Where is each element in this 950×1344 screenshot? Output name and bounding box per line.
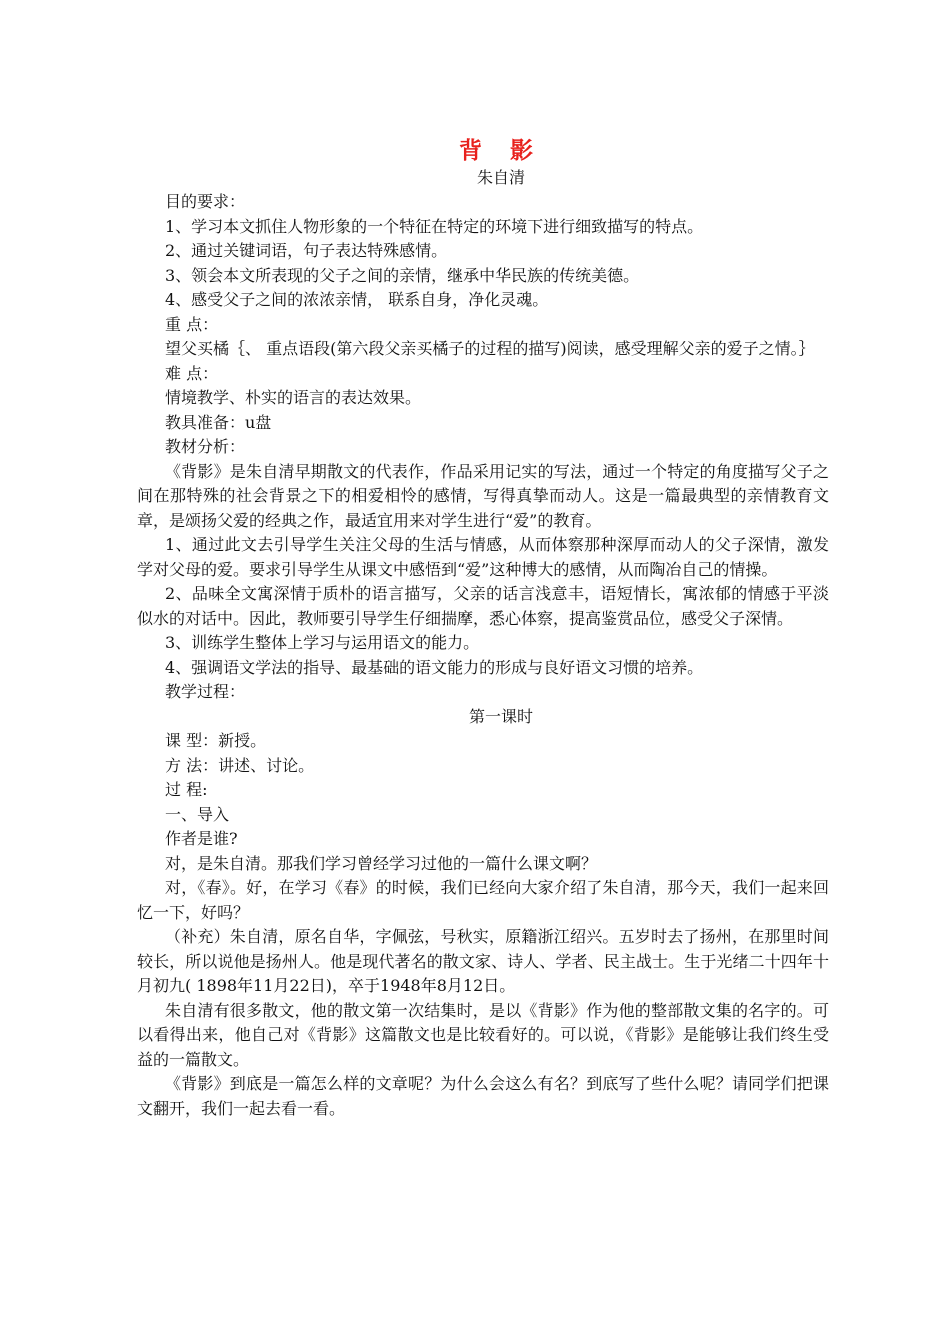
paragraph: 重 点：	[165, 314, 219, 334]
paragraph: 4、强调语文学法的指导、最基础的语文能力的形成与良好语文习惯的培养。	[165, 657, 704, 677]
paragraph: 2、通过关键词语，句子表达特殊感情。	[165, 241, 448, 260]
paragraph: 教学过程：	[165, 682, 246, 701]
paragraph: （补充）朱自清，原名自华，字佩弦，号秋实，原籍浙江绍兴。五岁时去了扬州，在那里时间较长，所以说他是扬州人。他是现代著名的散文家、诗人、学者、民主战士。生于光绪二十四年十月初九( 1898年11月22日)，卒于1948年8月12日。	[137, 927, 829, 995]
paragraph: 一、导入	[165, 804, 230, 824]
paragraph: 难 点：	[165, 363, 219, 383]
document-page	[137, 128, 829, 1121]
section-heading: 第一课时	[468, 706, 533, 726]
paragraph: 朱自清有很多散文，他的散文第一次结集时，是以《背影》作为他的整部散文集的名字的。可以看得出来，他自己对《背影》这篇散文也是比较看好的。可以说，《背影》是能够让我们终生受益的一篇散文。	[137, 1000, 829, 1069]
paragraph: 目的要求：	[165, 192, 246, 211]
paragraph: 《背影》到底是一篇怎么样的文章呢？为什么会这么有名？到底写了些什么呢？请同学们把课文翻开，我们一起去看一看。	[137, 1074, 829, 1118]
paragraph: 教材分析：	[165, 437, 246, 456]
paragraph: 望父买橘｛、 重点语段(第六段父亲买橘子的过程的描写)阅读，感受理解父亲的爱子之情。｝	[165, 339, 815, 358]
paragraph: 1、通过此文去引导学生关注父母的生活与情感，从而体察那种深厚而动人的父子深情，激发学对父母的爱。要求引导学生从课文中感悟到“爱”这种博大的感情，从而陶冶自己的情操。	[137, 535, 829, 579]
paragraph: 作者是谁?	[165, 829, 238, 848]
paragraph: 课 型：新授。	[165, 731, 267, 750]
paragraph: 情境教学、朴实的语言的表达效果。	[165, 388, 422, 407]
paragraph: 4、感受父子之间的浓浓亲情， 联系自身，净化灵魂。	[165, 290, 549, 309]
document-author: 朱自清	[476, 168, 525, 187]
paragraph: 方 法：讲述、讨论。	[165, 755, 315, 775]
paragraph: 3、训练学生整体上学习与运用语文的能力。	[165, 633, 480, 652]
paragraph: 教具准备：u盘	[165, 412, 272, 432]
paragraph: 对，是朱自清。那我们学习曾经学习过他的一篇什么课文啊？	[165, 853, 598, 873]
paragraph: 1、学习本文抓住人物形象的一个特征在特定的环境下进行细致描写的特点。	[165, 216, 704, 236]
paragraph: 3、领会本文所表现的父子之间的亲情，继承中华民族的传统美德。	[165, 265, 640, 285]
document-title: 背 影	[458, 137, 543, 164]
paragraph: 2、品味全文寓深情于质朴的语言描写，父亲的话言浅意丰，语短情长，寓浓郁的情感于平淡似水的对话中。因此，教师要引导学生仔细揣摩，悉心体察，提高鉴赏品位，感受父子深情。	[137, 584, 829, 628]
paragraph: 对，《春》。好，在学习《春》的时候，我们已经向大家介绍了朱自清，那今天，我们一起来回忆一下，好吗？	[137, 878, 829, 922]
paragraph: 《背影》是朱自清早期散文的代表作，作品采用记实的写法，通过一个特定的角度描写父子之间在那特殊的社会背景之下的相爱相怜的感情，写得真挚而动人。这是一篇最典型的亲情教育文章，是颂扬父爱的经典之作，最适宜用来对学生进行“爱”的教育。	[137, 461, 829, 530]
paragraph: 过 程:	[165, 780, 208, 799]
